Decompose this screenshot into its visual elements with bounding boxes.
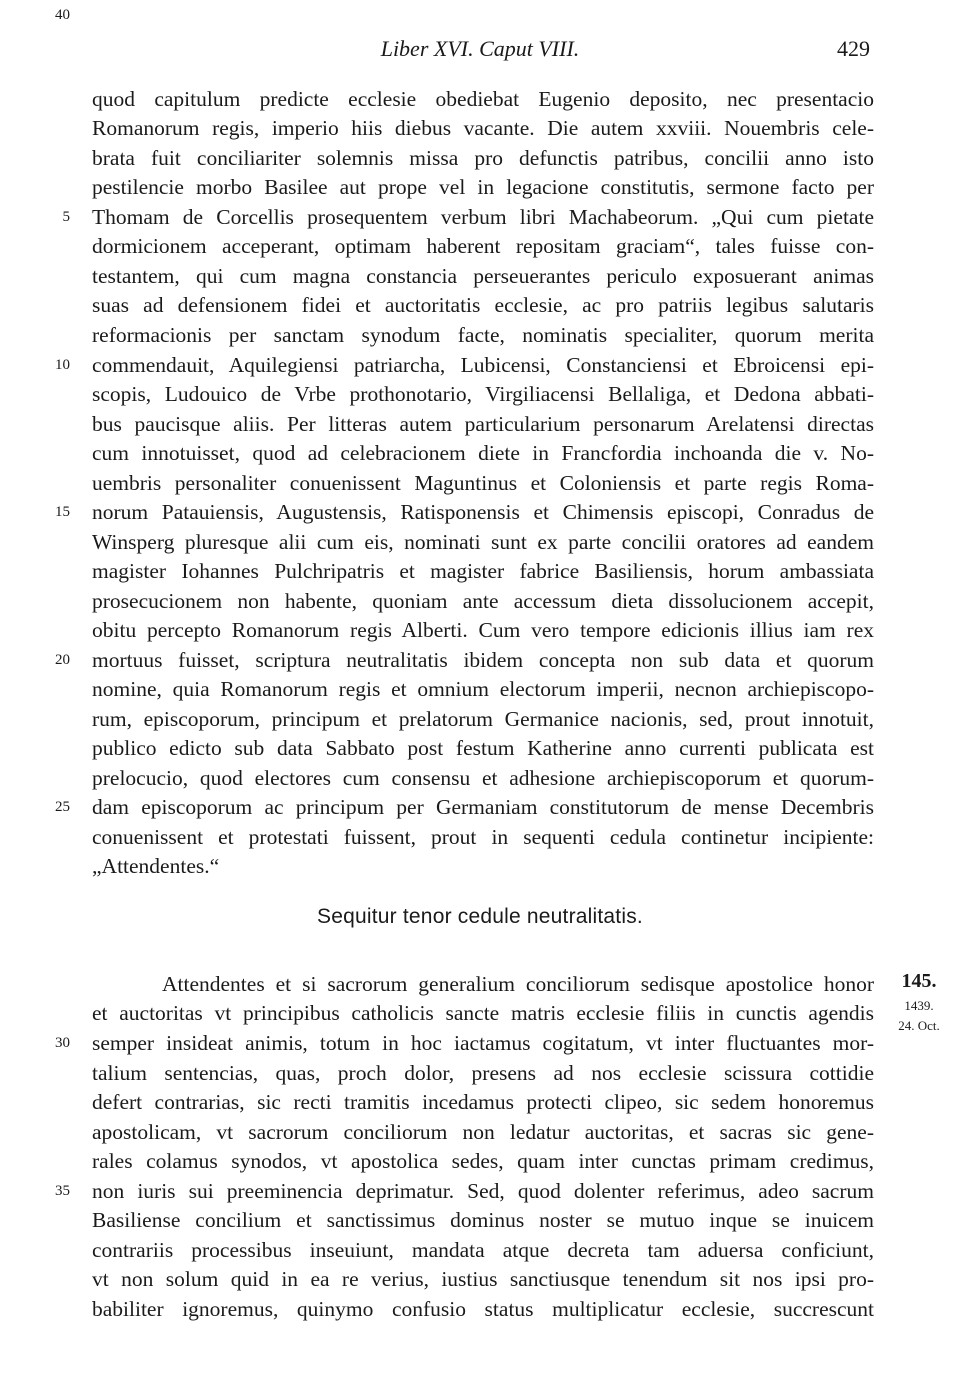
line-number: 10 [55,357,70,373]
text-line: cum innotuisset, quod ad celebracionem diete in Francfordia inchoanda die v. No- [92,441,874,465]
line-number: 40 [55,7,70,23]
text-line: nomine, quia Romanorum regis et omnium electorum imperii, necnon archiepiscopo- [92,677,874,701]
text-line: „Attendentes.“ [92,854,220,878]
document-number: 145. [901,970,937,992]
line-number: 5 [62,209,70,225]
text-line: magister Iohannes Pulchripatris et magister fabrice Basiliensis, horum ambassiata [92,559,874,583]
text-line: bus paucisque aliis. Per litteras autem particularium personarum Arelatensi directas [92,412,874,436]
text-line: obitu percepto Romanorum regis Alberti. Cum vero tempore edicionis illius iam rex [92,618,874,642]
text-line: publico edicto sub data Sabbato post festum Katherine anno currenti publicata est [92,736,874,760]
text-line: prelocucio, quod electores cum consensu et adhesione archiepiscoporum et quorum- [92,766,874,790]
text-line: non iuris sui preeminencia deprimatur. Sed, quod dolenter referimus, adeo sacrum [92,1179,874,1203]
text-line: et auctoritas vt principibus catholicis sancte matris ecclesie filiis in cunctis agendis [92,1001,874,1025]
text-line: reformacionis per sanctam synodum facte, nominatis specialiter, quorum merita [92,323,874,347]
text-line: uembris personaliter conuenissent Maguntinus et Coloniensis et parte regis Roma- [92,471,874,495]
text-line: prosecucionem non habente, quoniam ante accessum dieta dissolucionem accepit, [92,589,874,613]
text-line: Romanorum regis, imperio hiis diebus vacante. Die autem xxviii. Nouembris cele- [92,116,874,140]
text-line: vt non solum quid in ea re verius, iustius sanctiusque tenendum sit nos ipsi pro- [92,1267,874,1291]
text-line: Winsperg pluresque alii cum eis, nominati sunt ex parte concilii oratores ad eandem [92,530,874,554]
text-line: brata fuit conciliariter solemnis missa pro defunctis patribus, concilii anno isto [92,146,874,170]
text-line: conuenissent et protestati fuissent, prout in sequenti cedula continetur incipiente: [92,825,874,849]
text-line: dormicionem acceperant, optimam haberent repositam graciam“, tales fuisse con- [92,234,874,258]
line-number: 15 [55,504,70,520]
text-line: norum Patauiensis, Augustensis, Ratisponensis et Chimensis episcopi, Conradus de [92,500,874,524]
line-number: 35 [55,1183,70,1199]
text-line: rales colamus synodos, vt apostolica sedes, quam inter cunctas primam credimus, [92,1149,874,1173]
text-line: mortuus fuisset, scriptura neutralitatis ibidem concepta non sub data et quorum [92,648,874,672]
text-line: contrariis processibus inseuiunt, mandata atque decreta tam aduersa conficiunt, [92,1238,874,1262]
text-line: Thomam de Corcellis prosequentem verbum libri Machabeorum. „Qui cum pietate [92,205,874,229]
margin-year: 1439. [904,998,934,1013]
text-line: babiliter ignoremus, quinymo confusio status multiplicatur ecclesie, succrescunt [92,1297,874,1321]
text-line: talium sentencias, quas, proch dolor, presens ad nos ecclesie scissura cottidie [92,1061,874,1085]
text-line: dam episcoporum ac principum per Germaniam constitutorum de mense Decembris [92,795,874,819]
text-line: testantem, qui cum magna constancia perseuerantes periculo exposuerant animas [92,264,874,288]
section-heading: Sequitur tenor cedule neutralitatis. [317,905,643,928]
text-line: Attendentes et si sacrorum generalium conciliorum sedisque apostolice honor [162,972,874,996]
line-number: 20 [55,652,70,668]
line-number: 30 [55,1035,70,1051]
text-line: suas ad defensionem fidei et auctoritatis ecclesie, ac pro patriis legibus salutaris [92,293,874,317]
line-number: 25 [55,799,70,815]
text-line: defert contrarias, sic recti tramitis incedamus protecti clipeo, sic sedem honoremus [92,1090,874,1114]
running-head: Liber XVI. Caput VIII. [380,36,580,61]
page-number: 429 [837,36,870,61]
text-line: quod capitulum predicte ecclesie obediebat Eugenio deposito, nec presentacio [92,87,874,111]
text-line: scopis, Ludouico de Vrbe prothonotario, Virgiliacensi Bellaliga, et Dedona abbati- [92,382,874,406]
text-line: commendauit, Aquilegiensi patriarcha, Lubicensi, Constanciensi et Ebroicensi epi- [92,353,874,377]
text-line: pestilencie morbo Basilee aut prope vel in legacione constitutis, sermone facto per [92,175,874,199]
text-line: Basiliense concilium et sanctissimus dominus noster se mutuo inque se inuicem [92,1208,874,1232]
text-line: rum, episcoporum, principum et prelatorum Germanice nacionis, sed, prout innotuit, [92,707,874,731]
margin-date: 24. Oct. [898,1018,940,1033]
text-line: semper insideat animis, totum in hoc iactamus cogitatum, vt inter fluctuantes mor- [92,1031,874,1055]
text-line: apostolicam, vt sacrorum conciliorum non ledatur auctoritas, et sacras sic gene- [92,1120,874,1144]
